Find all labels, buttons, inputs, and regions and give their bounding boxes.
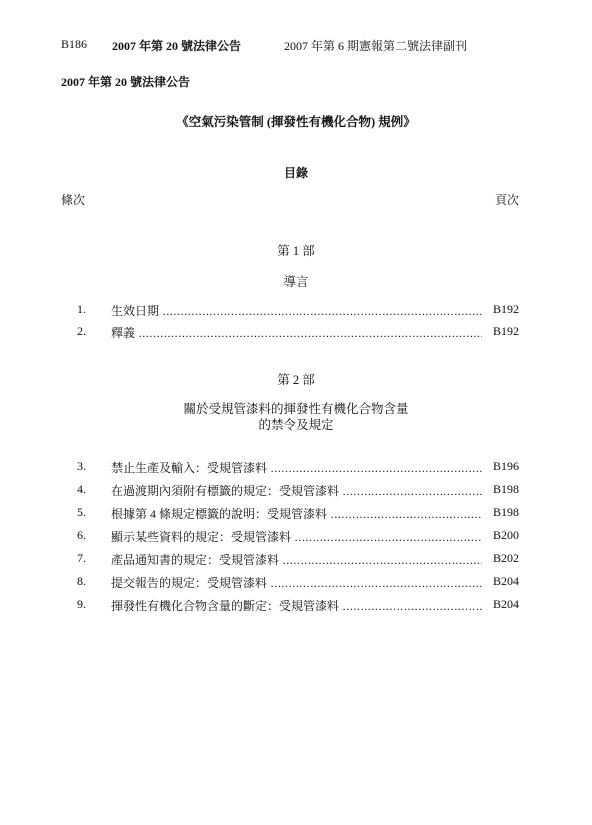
section-number: 5.: [77, 505, 86, 519]
section-title: 根據第 4 條規定標籤的說明：受規管漆料 .....: [111, 505, 482, 522]
section-column-heading: 條次: [61, 193, 86, 207]
section-number: 9.: [77, 597, 86, 611]
section-page: B204: [493, 597, 520, 611]
section-page: B192: [493, 302, 520, 316]
part-2-name: [0, 401, 592, 433]
toc-entry: [0, 597, 592, 613]
header-gazette-title: 2007 年第 6 期憲報第二號法律副刊: [284, 39, 468, 53]
page-column-heading: 頁次: [495, 193, 520, 207]
part-2-name-line-2: 的禁令及規定: [258, 418, 334, 432]
section-title: 在過渡期內須附有標籤的規定：受規管漆料 .....: [111, 482, 482, 499]
toc-entry: [0, 324, 592, 340]
section-number: 2.: [77, 324, 86, 338]
part-2-name-line-1: 關於受規管漆料的揮發性有機化合物含量: [183, 402, 409, 416]
toc-entry: [0, 505, 592, 521]
section-title: 生效日期 .....: [111, 302, 482, 319]
section-title: 顯示某些資料的規定：受規管漆料 .....: [111, 528, 482, 545]
header-page-number: B186: [61, 37, 88, 51]
part-1-number: 第 1 部: [277, 244, 315, 258]
section-title: 禁止生產及輸入：受規管漆料 .....: [111, 459, 482, 476]
toc-entry: [0, 482, 592, 498]
notice-title: 2007 年第 20 號法律公告: [61, 75, 191, 89]
section-page: B196: [493, 459, 520, 473]
part-1-name: 導言: [283, 275, 309, 289]
header-notice-number: 2007 年第 20 號法律公告: [112, 39, 242, 53]
section-number: 4.: [77, 482, 86, 496]
section-page: B200: [493, 528, 520, 542]
section-title: 提交報告的規定：受規管漆料 .....: [111, 574, 482, 591]
section-title: 揮發性有機化合物含量的斷定：受規管漆料 .....: [111, 597, 482, 614]
section-page: B204: [493, 574, 520, 588]
section-title: 產品通知書的規定：受規管漆料 .....: [111, 551, 482, 568]
section-page: B202: [493, 551, 520, 565]
contents-heading: 目錄: [283, 166, 308, 180]
section-number: 8.: [77, 574, 86, 588]
part-2-number: 第 2 部: [277, 373, 315, 387]
section-number: 6.: [77, 528, 86, 542]
regulation-title: 《空氣污染管制 (揮發性有機化合物) 規例》: [176, 115, 416, 129]
section-page: B192: [493, 324, 520, 338]
section-number: 7.: [77, 551, 86, 565]
toc-entry: [0, 459, 592, 475]
section-number: 1.: [77, 302, 86, 316]
toc-entry: [0, 574, 592, 590]
toc-entry: [0, 551, 592, 567]
toc-entry: [0, 528, 592, 544]
toc-entry: [0, 302, 592, 318]
section-title: 釋義 .....: [111, 324, 482, 341]
section-number: 3.: [77, 459, 86, 473]
section-page: B198: [493, 482, 520, 496]
section-page: B198: [493, 505, 520, 519]
